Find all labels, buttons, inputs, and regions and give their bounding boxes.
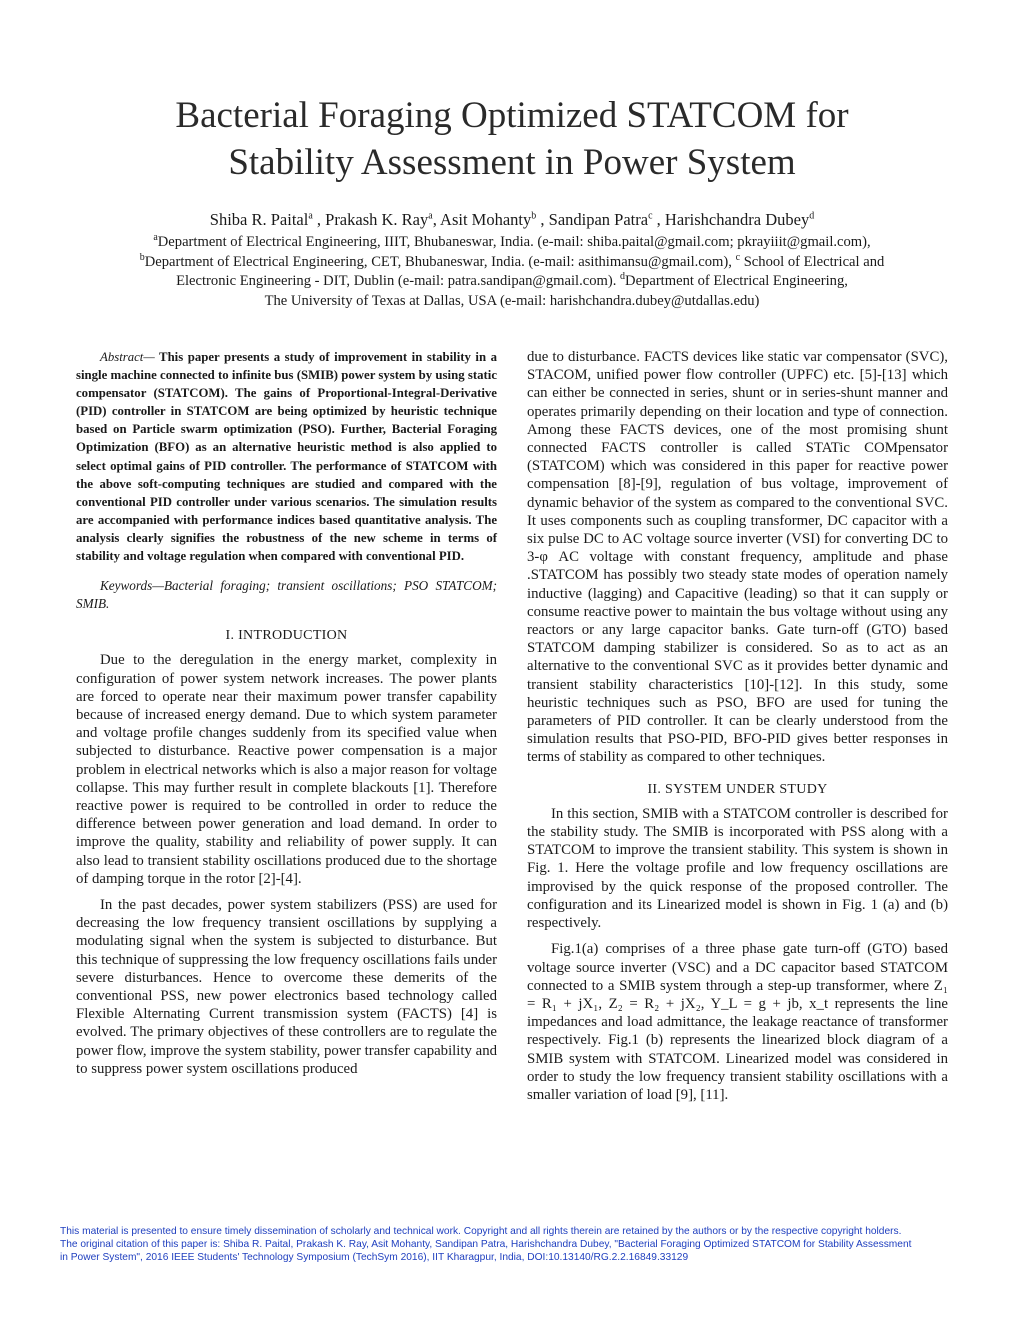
author-affiliation-mark: a bbox=[428, 210, 433, 222]
left-column bbox=[76, 348, 497, 1078]
affiliation-c: School of Electrical and bbox=[743, 253, 885, 270]
keywords: Keywords—Bacterial foraging; transient oscillations; PSO STATCOM; SMIB. bbox=[76, 578, 497, 612]
author-affiliation-mark: a bbox=[308, 210, 313, 222]
paper-title bbox=[0, 92, 1024, 186]
author-name: Sandipan Patra bbox=[548, 210, 649, 229]
footer-line: in Power System", 2016 IEEE Students' Technology Symposium (TechSym 2016), IIT Kharagpur, India, DOI:10.13140/RG.2.2.16849.33129 bbox=[60, 1252, 689, 1263]
author-name: Prakash K. Ray bbox=[325, 210, 429, 229]
title-line-2: Stability Assessment in Power System bbox=[228, 142, 796, 183]
paragraph: In the past decades, power system stabilizers (PSS) are used for decreasing the low frequency transient oscillations by supplying a modulating signal when the system is subjected to disturbance. But this technique of suppressing the low frequency oscillations fails under severe disturbances. Hence to overcome these demerits of the conventional PSS, new power electronics based technology called Flexible Alternating Current transmission system (FACTS) [4] is evolved. The primary objectives of these controllers are to regulate the power flow, improve the system stability, power transfer capability and to suppress power system oscillations produced bbox=[76, 896, 497, 1077]
footer-line: This material is presented to ensure timely dissemination of scholarly and technical work. Copyright and all rights therein are retained by the authors or by the respective copyright holders. bbox=[60, 1226, 902, 1237]
title-line-1: Bacterial Foraging Optimized STATCOM for bbox=[175, 95, 849, 136]
paragraph: due to disturbance. FACTS devices like static var compensator (SVC), STACOM, unified power flow controller (UPFC) etc. [5]-[13] which can either be connected in series, shunt or in series-shunt manner and operates primarily depending on their location and type of connection. Among these FACTS devices, one of the most promising shunt connected FACTS controller is called STATic COMpensator (STATCOM) which was considered in this paper for reactive power compensation [8]-[9], regulation of bus voltage, improvement of dynamic behavior of the system as compared to the conventional SVC. It uses components such as coupling transformer, DC capacitor with a six pulse DC to AC voltage source inverter (VSI) for converting DC to 3-φ AC voltage with constant frequency, amplitude and phase .STATCOM has possibly two steady state modes of operation namely inductive (lagging) and Capacitive (leading) so that it can supply or consume reactive power to maintain the bus voltage without using any reactors or any large capacitor banks. Gate turn-off (GTO) based STATCOM damping stabilizer is considered. So as to act as an alternative to the conventional SVC as it provides better dynamic and transient stability characteristics [10]-[12]. In this study, some heuristic techniques such as PSO, BFO are used for tuning the parameters of PID controller. It can be clearly understood from the simulation results that PSO-PID, BFO-PID gives better responses in terms of stability as compared to other techniques. bbox=[527, 349, 948, 766]
paragraph: Fig.1(a) comprises of a three phase gate turn-off (GTO) based voltage source inverter (VSC) and a DC capacitor based STATCOM connected to a SMIB system through a step-up transformer, where Z₁ = R₁ + jX₁, Z₂ = R₂ + jX₂, Y_L = g + jb, x_t represents the line impedances and load admittance, the leakage reactance of transformer respectively. Fig.1 (b) represents the linearized block diagram of a SMIB system with STATCOM. Linearized model was considered in order to study the low frequency transient stability oscillations with a smaller variation of load [9], [11]. bbox=[527, 941, 948, 1103]
section-heading-system-under-study: II. SYSTEM UNDER STUDY bbox=[647, 781, 828, 797]
paragraph: Due to the deregulation in the energy market, complexity in configuration of power system network increases. The power plants are forced to operate near their maximum power transfer capability because of increased energy demand. Due to which system parameter and voltage profile changes suddenly from its specified value when subjected to disturbance. Reactive power compensation is a major problem in electrical networks which is also a major reason for voltage collapse. This may further result in complete blackouts [1]. Therefore reactive power is required to be controlled in order to reduce the difference between power generation and load demand. In order to improve the quality, stability and reliability of power supply. It can also lead to transient stability oscillations produced due to the shortage of damping torque in the rotor [2]-[4]. bbox=[76, 652, 497, 887]
section-heading-introduction: I. INTRODUCTION bbox=[225, 628, 348, 644]
author-affiliation-mark: d bbox=[809, 210, 815, 222]
abstract bbox=[76, 348, 497, 565]
copyright-footer bbox=[60, 1225, 980, 1264]
author-name: Asit Mohanty bbox=[440, 210, 532, 229]
affiliation-d: Department of Electrical Engineering, bbox=[625, 273, 848, 290]
affiliation-b: Department of Electrical Engineering, CET, Bhubaneswar, India. (e-mail: asithimansu@gmail.com), bbox=[144, 253, 732, 270]
author-name: Shiba R. Paital bbox=[209, 210, 309, 229]
author-name: Harishchandra Dubey bbox=[664, 210, 810, 229]
affiliations bbox=[40, 233, 984, 311]
affiliation-line: $^a$Department of Electrical Engineering, IIIT, Bhubaneswar, India. (e-mail: shiba.paital@gmail.com; pkrayiiit@gmail.com), bbox=[153, 232, 871, 250]
author-affiliation-mark: b bbox=[531, 210, 537, 222]
abstract-label: Abstract— bbox=[100, 350, 155, 364]
footer-line: The original citation of this paper is: Shiba R. Paital, Prakash K. Ray, Asit Mohanty, Sandipan Patra, Harishchandra Dubey, "Bacterial Foraging Optimized STATCOM for Stability Assessment bbox=[60, 1239, 912, 1250]
author-list: Shiba R. Paital$^a$ , Prakash K. Ray$^a$, Asit Mohanty$^b$ , Sandipan Patra$^c$ , Harishchandra Dubey$^d$ bbox=[209, 210, 815, 229]
right-column bbox=[527, 348, 948, 1104]
affiliation-line: Electronic Engineering - DIT, Dublin (e-mail: patra.sandipan@gmail.com). $^d$Department of Electrical Engineering, bbox=[176, 271, 848, 290]
abstract-text: This paper presents a study of improvement in stability in a single machine connected to infinite bus (SMIB) power system by using static compensator (STATCOM). The gains of Proportional-Integral-Derivative (PID) controller in STATCOM are being optimized by heuristic technique based on Particle swarm optimization (PSO). Further, Bacterial Foraging Optimization (BFO) as an alternative heuristic method is also applied to select optimal gains of PID controller. The performance of STATCOM with the above soft-computing techniques are studied and compared with the conventional PID controller under various scenarios. The simulation results are accompanied with performance indices based quantitative analysis. The analysis clearly signifies the robustness of the new scheme in terms of stability and voltage regulation when compared with conventional PID. bbox=[76, 350, 497, 564]
affiliation-c-cont: Electronic Engineering - DIT, Dublin (e-mail: patra.sandipan@gmail.com). bbox=[176, 273, 617, 290]
affiliation-a: Department of Electrical Engineering, IIIT, Bhubaneswar, India. (e-mail: shiba.paital@gmail.com; pkrayiiit@gmail.com), bbox=[157, 234, 871, 250]
paragraph: In this section, SMIB with a STATCOM controller is described for the stability study. The SMIB is incorporated with PSS along with a STATCOM to improve the transient stability. This system is shown in Fig. 1. Here the voltage profile and low frequency oscillations are improvised by the quick response of the proposed controller. The configuration and its Linearized model is shown in Fig. 1 (a) and (b) respectively. bbox=[527, 805, 948, 932]
affiliation-line: $^b$Department of Electrical Engineering, CET, Bhubaneswar, India. (e-mail: asithimansu@gmail.com), $^c$ School of Electrical and bbox=[139, 251, 885, 270]
author-affiliation-mark: c bbox=[648, 210, 653, 222]
affiliation-line: The University of Texas at Dallas, USA (e-mail: harishchandra.dubey@utdallas.edu) bbox=[264, 292, 760, 309]
